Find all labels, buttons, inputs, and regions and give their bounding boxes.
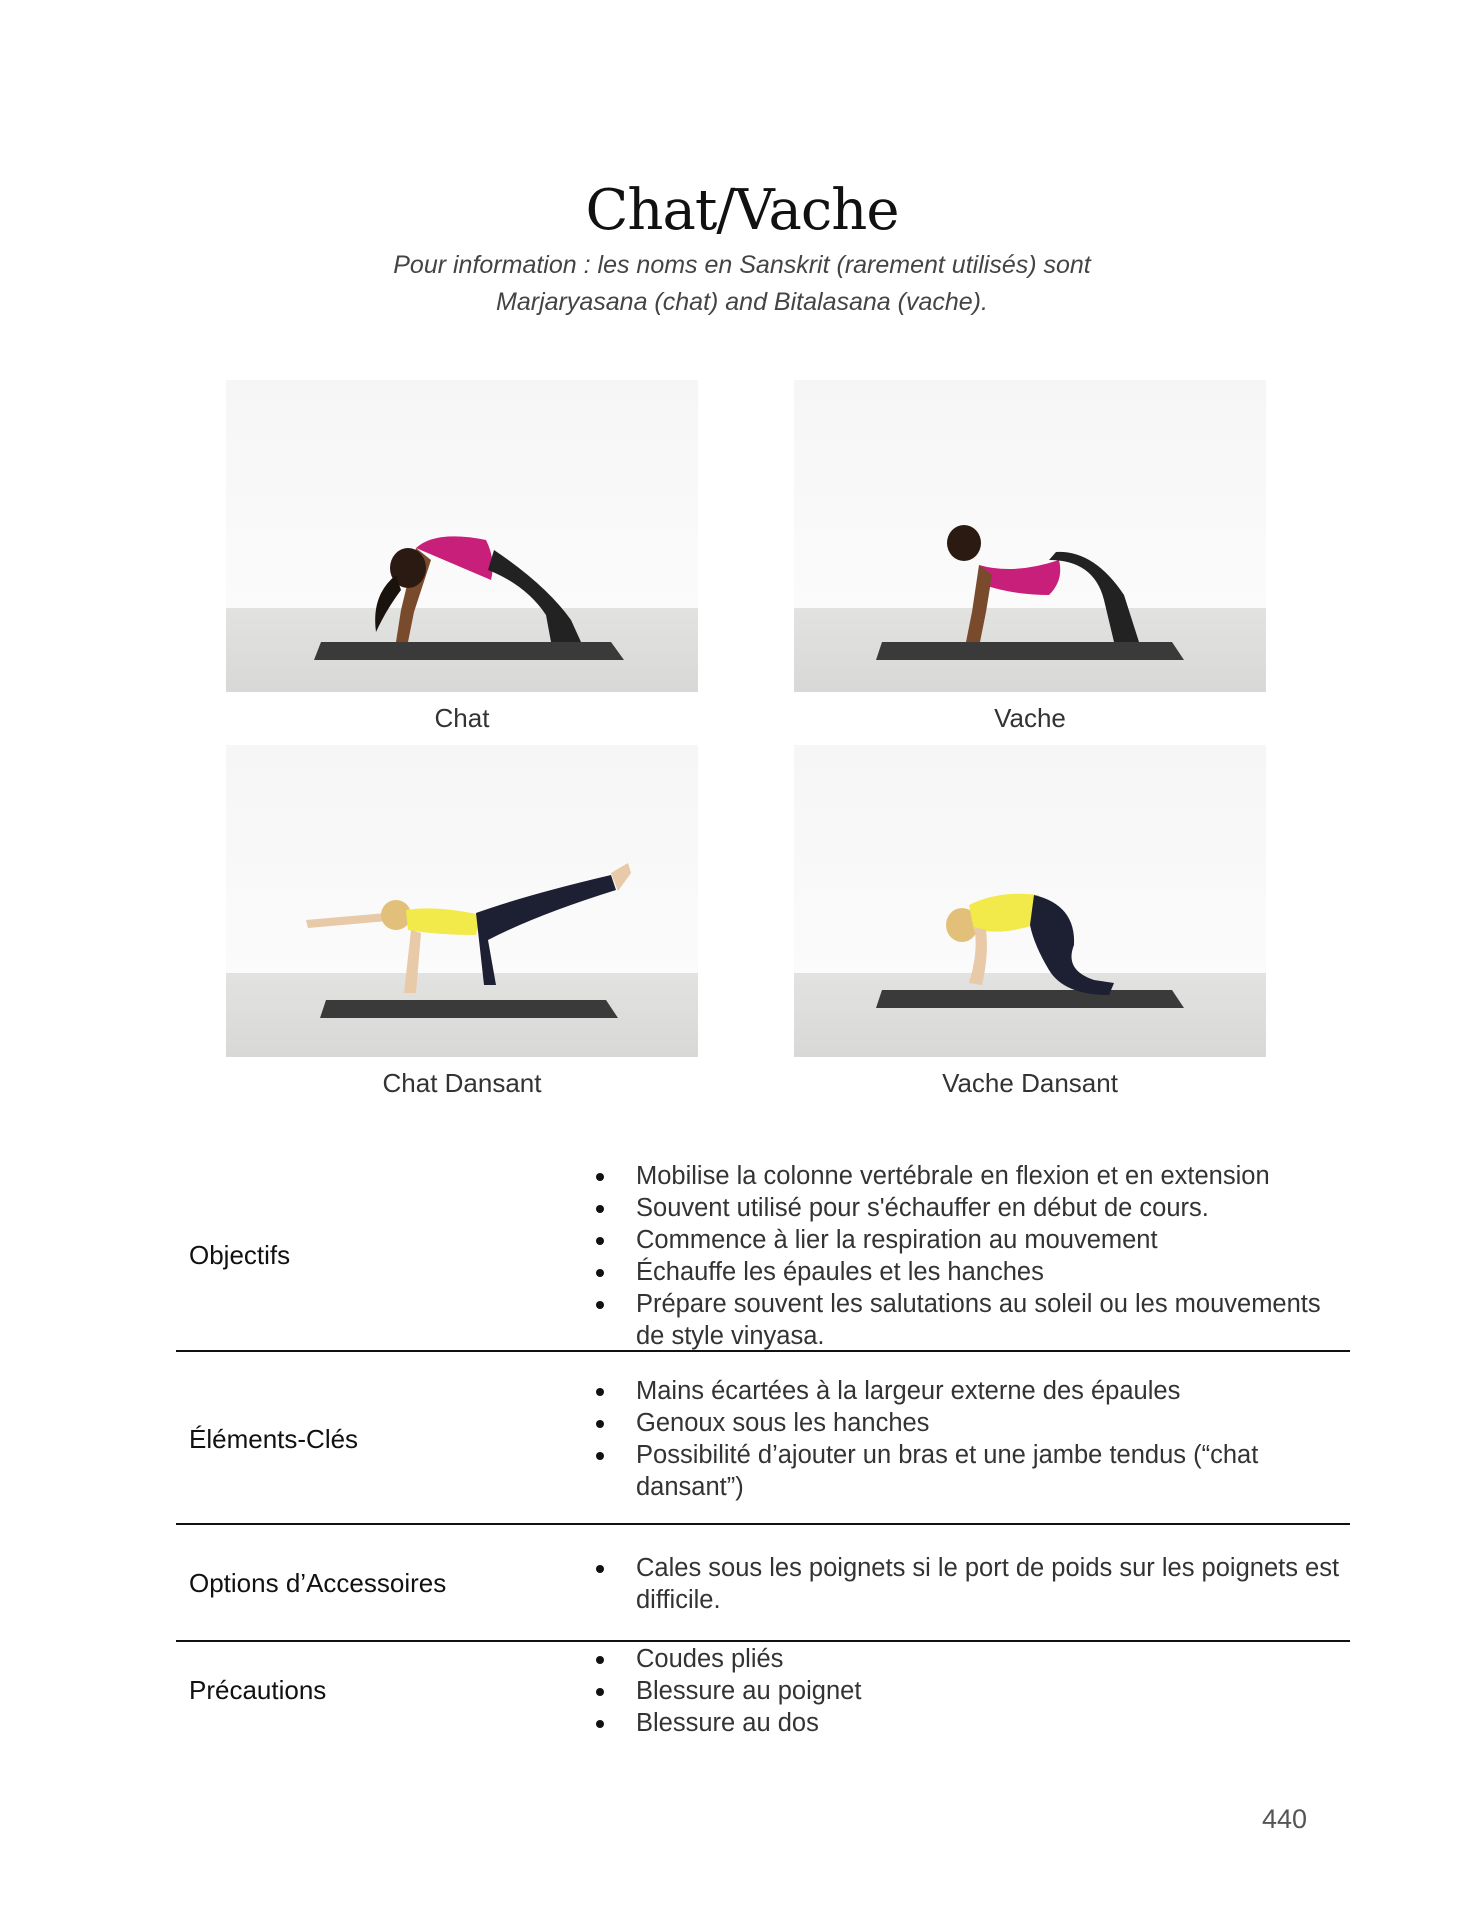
list-item: Souvent utilisé pour s'échauffer en début de cours.: [592, 1192, 1352, 1224]
list-item: Mobilise la colonne vertébrale en flexion et en extension: [592, 1160, 1352, 1192]
list-item: Échauffe les épaules et les hanches: [592, 1256, 1352, 1288]
list-item: Prépare souvent les salutations au soleil ou les mouvements de style vinyasa.: [592, 1288, 1352, 1352]
label-elements-cles: Éléments-Clés: [189, 1424, 359, 1454]
list-item: Possibilité d’ajouter un bras et une jambe tendus (“chat dansant”): [592, 1439, 1352, 1503]
label-precautions: Précautions: [189, 1675, 327, 1705]
caption-vache: Vache: [994, 703, 1066, 733]
list-elements-cles: [592, 1375, 1352, 1503]
caption-vache-dansant: Vache Dansant: [942, 1068, 1118, 1098]
photo-chat-dansant: [226, 745, 698, 1057]
caption-chat-dansant: Chat Dansant: [382, 1068, 542, 1098]
list-item: Genoux sous les hanches: [592, 1407, 1352, 1439]
divider: [176, 1523, 1350, 1525]
list-item: Mains écartées à la largeur externe des épaules: [592, 1375, 1352, 1407]
label-objectifs: Objectifs: [189, 1240, 291, 1270]
subtitle-line-2: Marjaryasana (chat) and Bitalasana (vache).: [496, 288, 988, 316]
list-item: Blessure au poignet: [592, 1675, 1352, 1707]
label-options-accessoires: Options d’Accessoires: [189, 1568, 447, 1598]
page-title: Chat/Vache: [585, 178, 899, 243]
list-item: Commence à lier la respiration au mouvement: [592, 1224, 1352, 1256]
photo-vache-dansant: [794, 745, 1266, 1057]
page-number: 440: [1262, 1804, 1308, 1834]
list-precautions: [592, 1643, 1352, 1739]
subtitle: [0, 247, 1484, 321]
photo-chat: [226, 380, 698, 692]
list-options-accessoires: [592, 1552, 1352, 1616]
list-item: Cales sous les poignets si le port de poids sur les poignets est difficile.: [592, 1552, 1352, 1616]
list-objectifs: [592, 1160, 1352, 1352]
divider: [176, 1350, 1350, 1352]
list-item: Blessure au dos: [592, 1707, 1352, 1739]
divider: [176, 1640, 1350, 1642]
photo-vache: [794, 380, 1266, 692]
list-item: Coudes pliés: [592, 1643, 1352, 1675]
subtitle-line-1: Pour information : les noms en Sanskrit (rarement utilisés) sont: [393, 251, 1091, 279]
caption-chat: Chat: [434, 703, 490, 733]
